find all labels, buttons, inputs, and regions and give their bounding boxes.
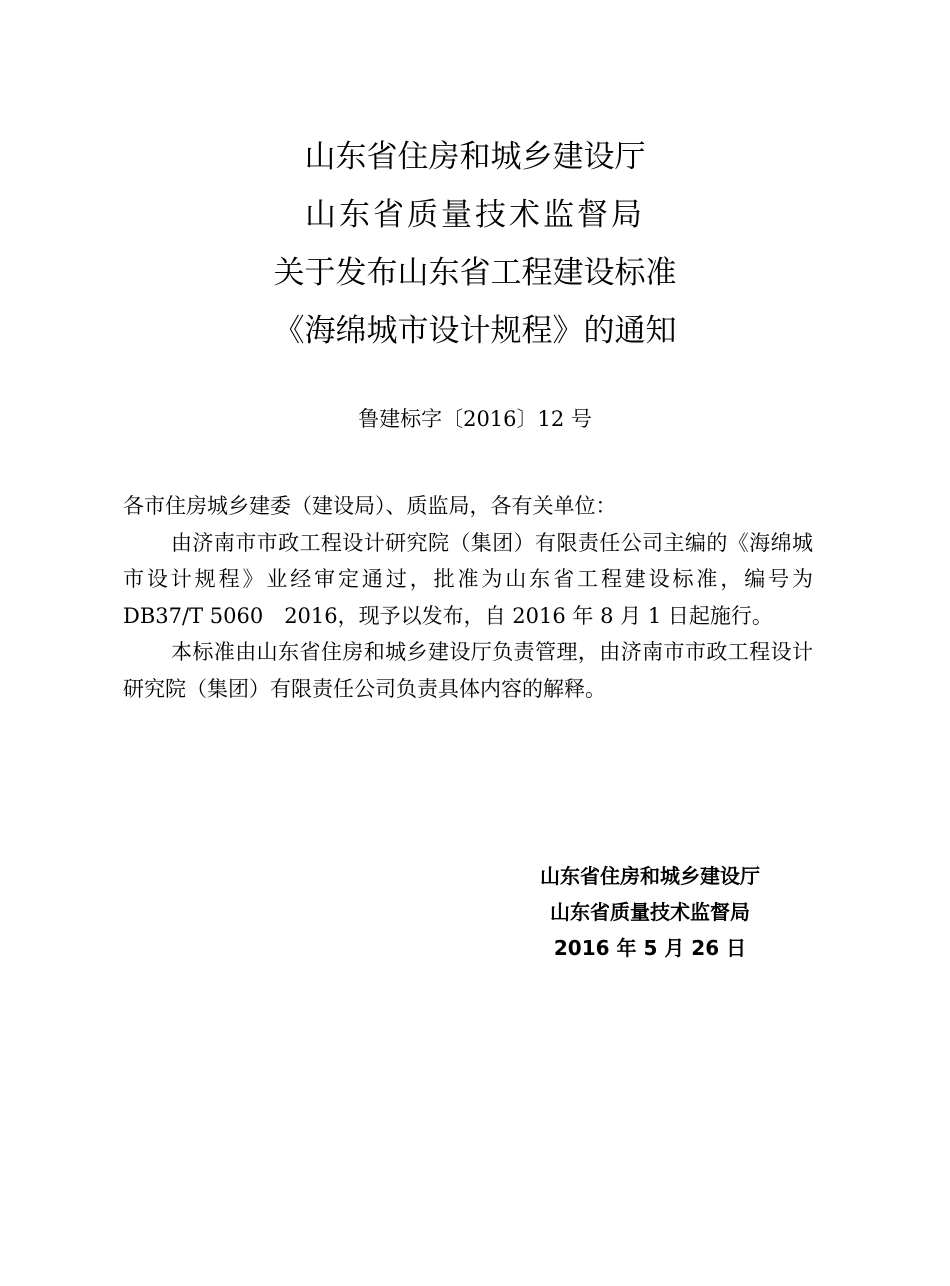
- addressee-line: 各市住房城乡建委（建设局）、质监局，各有关单位：: [123, 494, 617, 518]
- notice-title: [0, 128, 950, 360]
- notice-body: [123, 488, 813, 707]
- title-line-issuer-quality: 山东省质量技术监督局: [305, 197, 645, 233]
- title-line-issuer-housing: 山东省住房和城乡建设厅: [304, 139, 646, 175]
- signature-issuer-housing: 山东省住房和城乡建设厅: [540, 864, 760, 888]
- paragraph-management: 本标准由山东省住房和城乡建设厅负责管理，由济南市市政工程设计研究院（集团）有限责任公司负责具体内容的解释。: [123, 640, 813, 701]
- title-line-standard-name: 《海绵城市设计规程》的通知: [273, 313, 677, 349]
- title-line-subject: 关于发布山东省工程建设标准: [273, 255, 677, 291]
- document-number: 鲁建标字〔2016〕12 号: [358, 407, 592, 431]
- signature-block: [500, 858, 800, 966]
- paragraph-approval: 由济南市市政工程设计研究院（集团）有限责任公司主编的《海绵城市设计规程》业经审定通过，批准为山东省工程建设标准，编号为 DB37/T 5060 2016，现予以发布，自 2016 年 8 月 1 日起施行。: [123, 530, 813, 628]
- signature-issuer-quality: 山东省质量技术监督局: [550, 900, 750, 924]
- signature-date: 2016 年 5 月 26 日: [553, 936, 747, 960]
